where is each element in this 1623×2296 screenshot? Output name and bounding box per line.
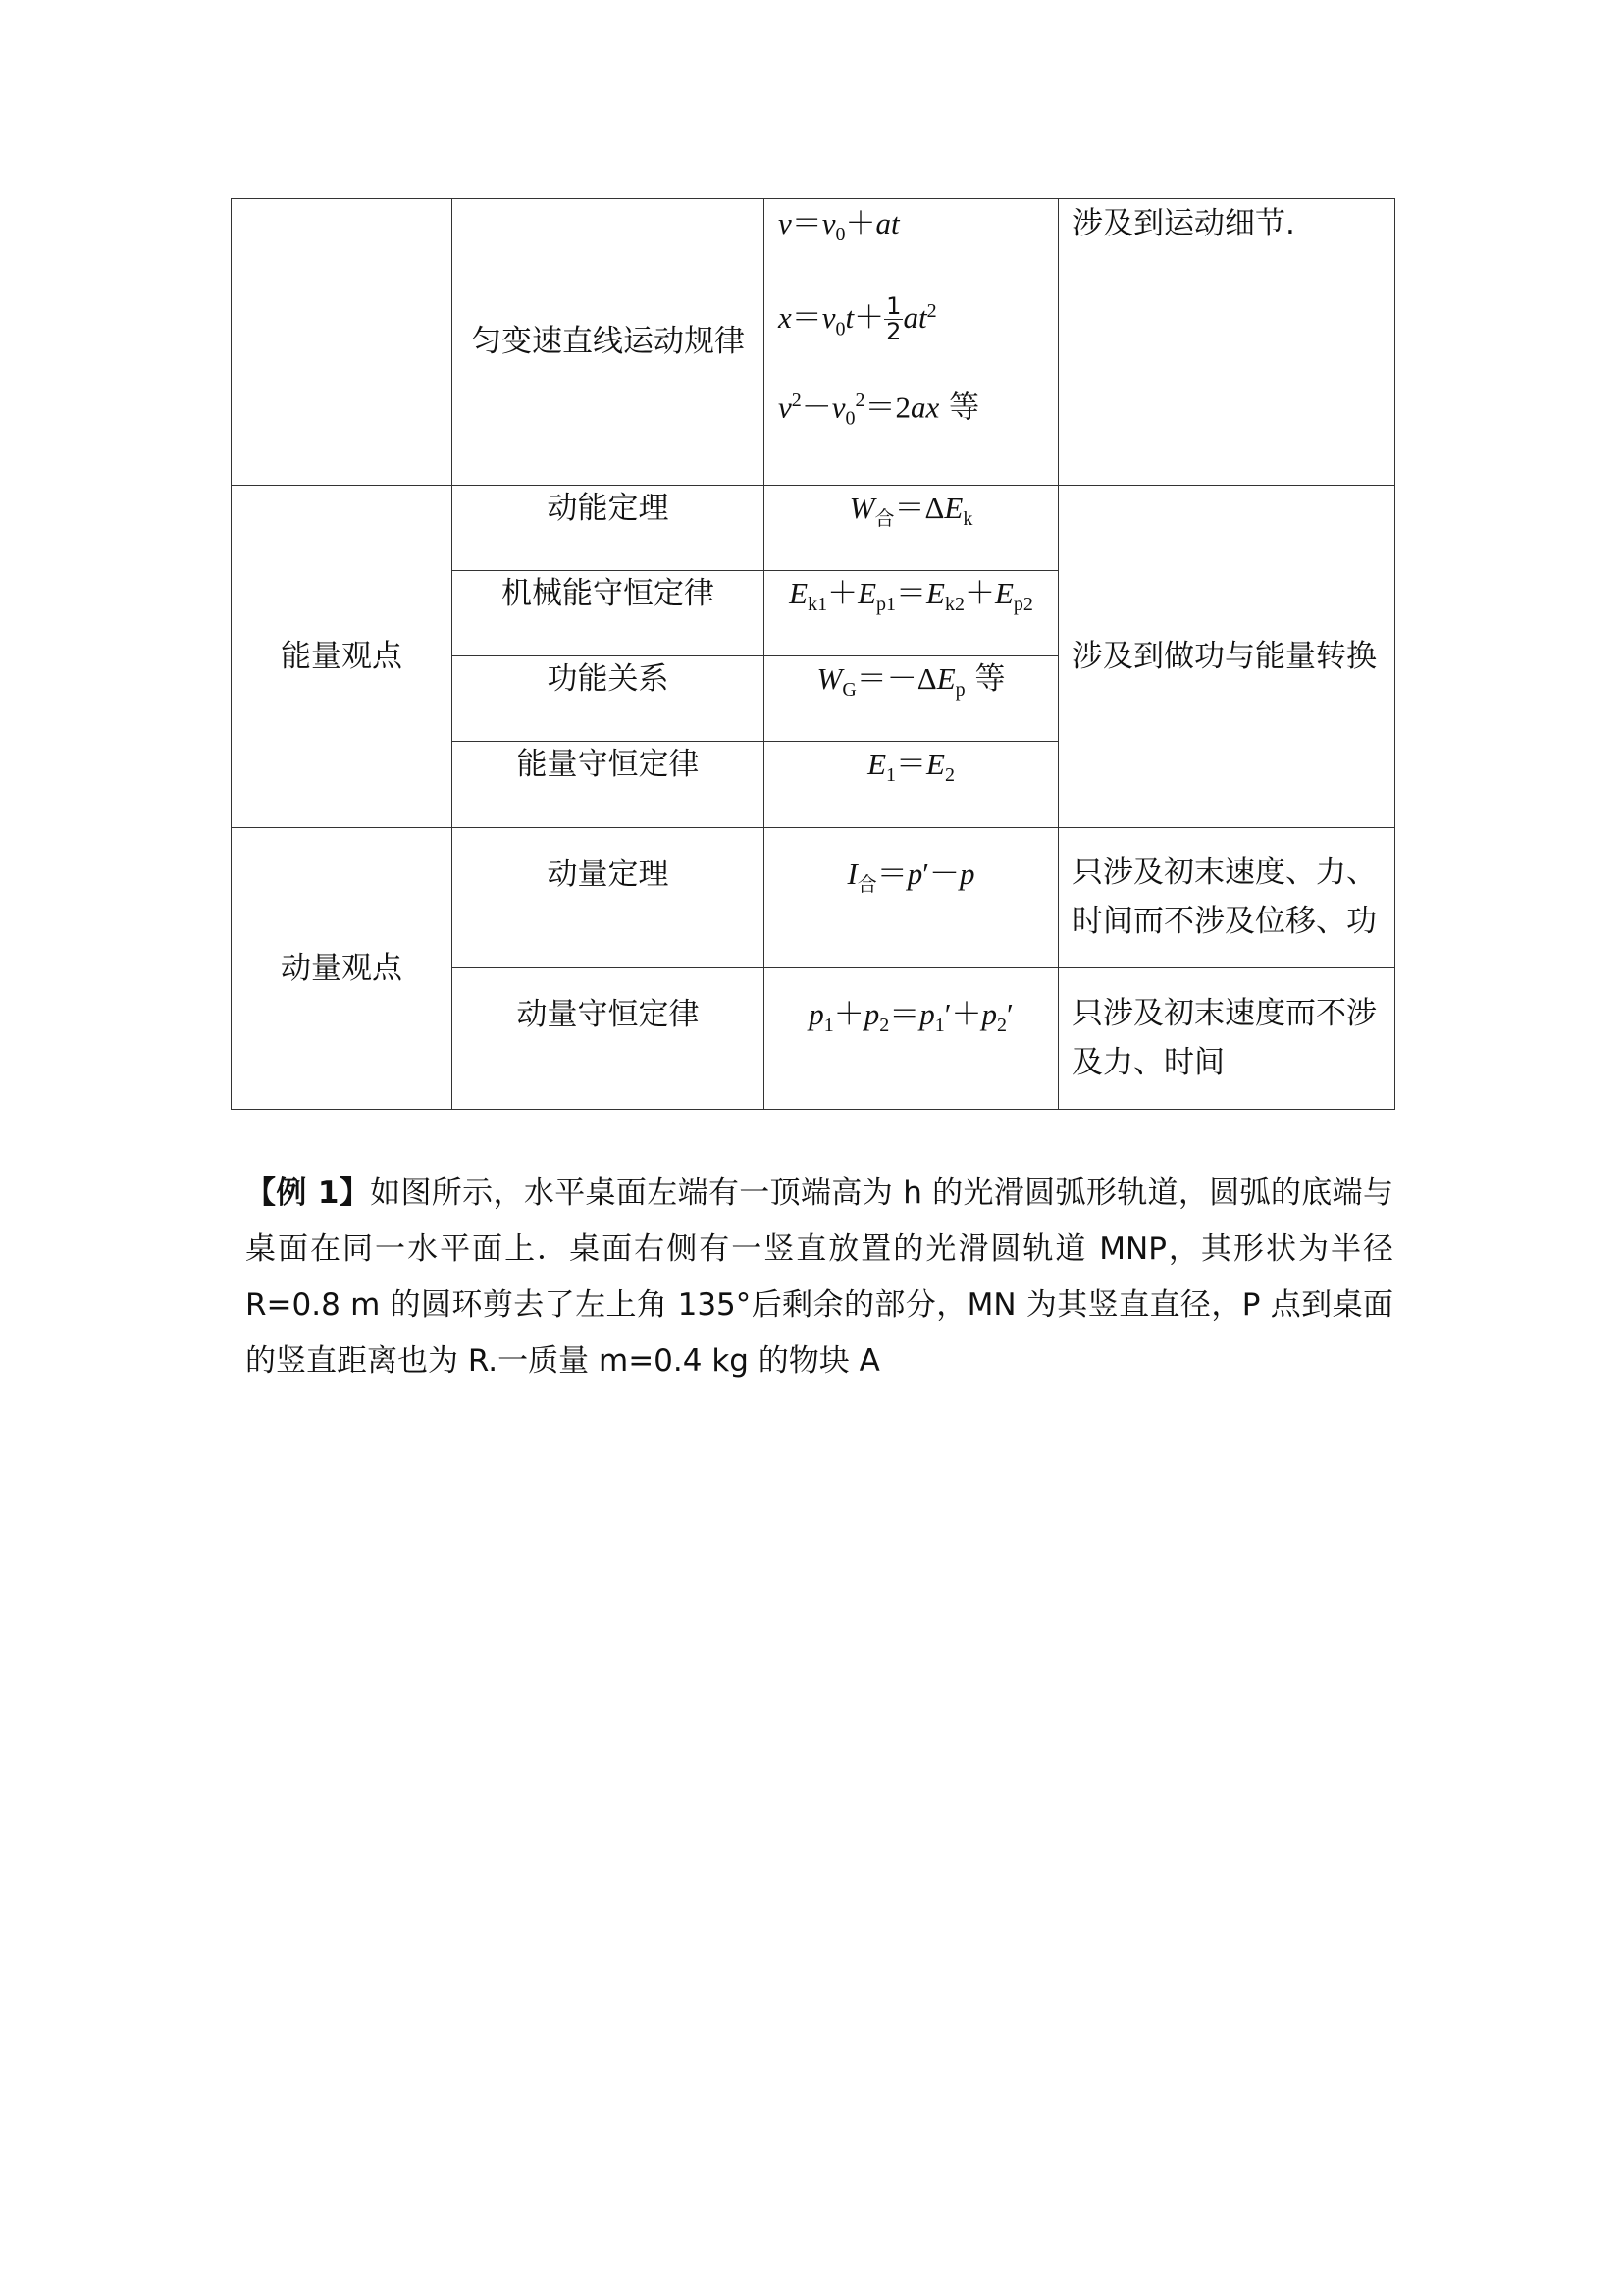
method-label: 动能定理 (547, 491, 669, 526)
method-label: 动量守恒定律 (516, 997, 700, 1032)
formula-impulse: $I_合=p'-p$ (847, 857, 975, 897)
method-label: 动量定理 (547, 857, 669, 892)
formula-cell (764, 828, 1059, 968)
method-cell (452, 486, 764, 571)
formula-cell (764, 486, 1059, 571)
energy-category-cell (232, 486, 452, 828)
method-label: 机械能守恒定律 (501, 576, 714, 611)
method-cell (452, 571, 764, 656)
formula-displacement: $x=v_0t+$ $\frac{1}{2}$ $at^2$ (778, 292, 937, 346)
note-text: 涉及到做功与能量转换 (1073, 638, 1377, 674)
note-cell (1059, 968, 1395, 1110)
method-label: 功能关系 (547, 661, 669, 697)
method-cell (452, 199, 764, 486)
physics-methods-table (231, 198, 1395, 1110)
formula-mechanical-energy: $E_{k1}+E_{p1}=E_{k2}+E_{p2}$ (789, 576, 1033, 616)
method-label: 匀变速直线运动规律 (471, 324, 745, 360)
note-text: 只涉及初末速度而不涉及力、时间 (1073, 995, 1377, 1080)
formula-energy-conservation: $E_1=E_2$ (867, 747, 955, 787)
formula-cell (764, 968, 1059, 1110)
note-cell (1059, 199, 1395, 486)
category-label: 动量观点 (281, 950, 402, 986)
formula-cell (764, 571, 1059, 656)
note-text: 涉及到运动细节. (1073, 206, 1295, 241)
note-cell (1059, 828, 1395, 968)
method-cell (452, 828, 764, 968)
method-label: 能量守恒定律 (516, 747, 700, 782)
formula-momentum-conservation: $p_1+p_2=p_1'+p_2'$ (809, 997, 1014, 1037)
formula-cell (764, 656, 1059, 742)
formula-cell (764, 199, 1059, 486)
note-text: 只涉及初末速度、力、时间而不涉及位移、功 (1073, 855, 1377, 939)
category-cell-blank (232, 199, 452, 486)
energy-note-cell (1059, 486, 1395, 828)
momentum-category-cell (232, 828, 452, 1110)
example-text: 如图所示，水平桌面左端有一顶端高为 h 的光滑圆弧形轨道，圆弧的底端与桌面在同一水平面上．桌面右侧有一竖直放置的光滑圆轨道 MNP，其形状为半径 R=0.8 m 的圆环剪去了左上角 135°后剩余的部分，MN 为其竖直直径，P 点到桌面的竖直距离也为 R.一质量 m=0.4 kg 的物块 A (245, 1175, 1393, 1379)
method-cell (452, 742, 764, 828)
formula-work-gravity: $W_G=-\Delta E_p$ 等 (816, 661, 1006, 702)
example-paragraph (245, 1166, 1393, 1389)
formula-cell (764, 742, 1059, 828)
formula-velocity: $v=v_0+at$ (778, 206, 900, 246)
formula-work-energy: $W_合=\Delta E_k$ (849, 491, 973, 531)
method-cell (452, 968, 764, 1110)
example-tag: 【例 1】 (245, 1175, 371, 1211)
formula-velocity-squared: $v^2-v_0^2=2ax$ 等 (778, 389, 980, 430)
category-label: 能量观点 (281, 638, 402, 674)
method-cell (452, 656, 764, 742)
